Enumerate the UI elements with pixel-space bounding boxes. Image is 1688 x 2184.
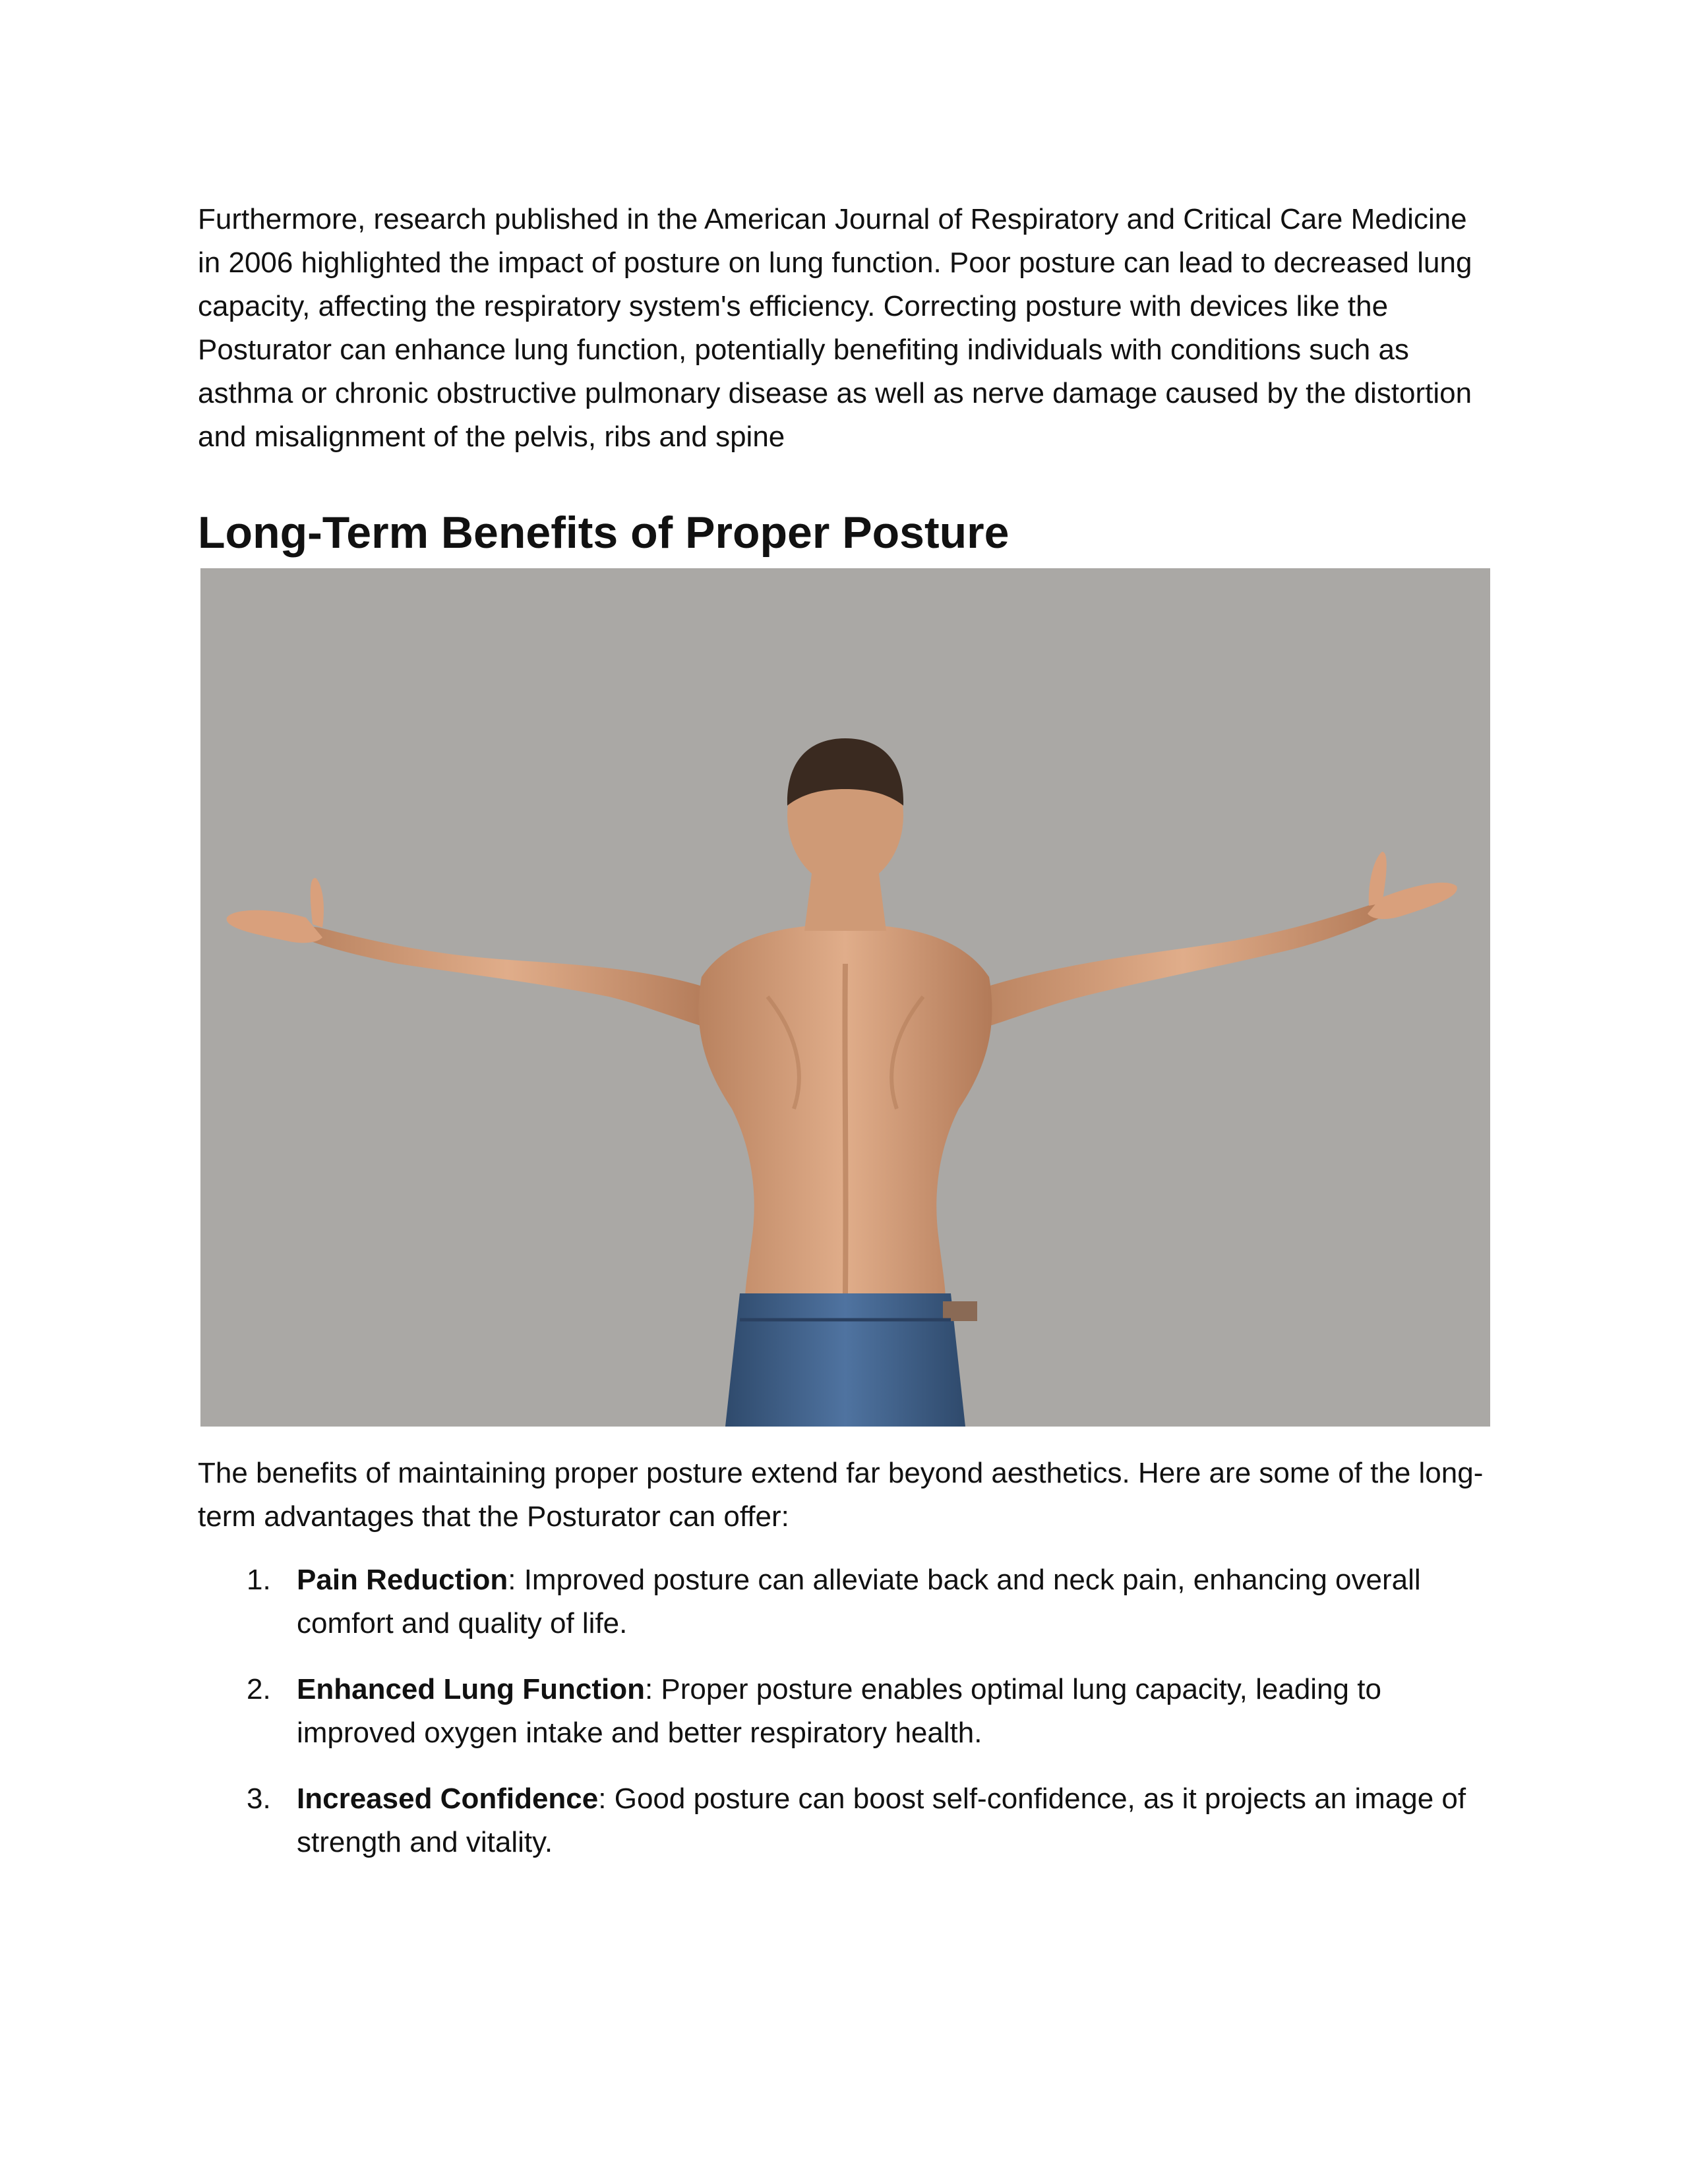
intro-paragraph: Furthermore, research published in the American Journal of Respiratory and Critical Care Medicine in 2006 highlighted the impact of posture on lung function. Poor posture can lead to decreased lung capacity, affecting the respiratory system's efficiency. Correcting posture with devices like the Posturator can enhance lung function, potentially benefiting individuals with conditions such as asthma or chronic obstructive pulmonary disease as well as nerve damage caused by the distortion and misalignment of the pelvis, ribs and spine xyxy=(198,203,1472,453)
benefits-intro: The benefits of maintaining proper posture extend far beyond aesthetics. Here are some of the long-term advantages that the Posturator can offer: xyxy=(198,1457,1484,1533)
list-item-text: : Proper posture enables optimal lung capacity, leading to improved oxygen intake and better respiratory health. xyxy=(297,1673,1381,1749)
list-item-term: Enhanced Lung Function xyxy=(297,1673,645,1705)
document-page xyxy=(198,198,1490,1887)
section-heading: Long-Term Benefits of Proper Posture xyxy=(198,508,1010,558)
list-item xyxy=(198,1558,1490,1645)
list-item-term: Pain Reduction xyxy=(297,1564,508,1596)
list-item-number: 1. xyxy=(247,1564,271,1596)
list-item xyxy=(198,1777,1490,1864)
list-item-text: : Good posture can boost self-confidence, as it projects an image of strength and vitality. xyxy=(297,1783,1466,1858)
list-item-number: 2. xyxy=(247,1673,271,1705)
list-item-text: : Improved posture can alleviate back and neck pain, enhancing overall comfort and quality of life. xyxy=(297,1564,1421,1639)
list-item-number: 3. xyxy=(247,1783,271,1815)
posture-photo xyxy=(200,568,1490,1427)
list-item xyxy=(198,1668,1490,1755)
list-item-term: Increased Confidence xyxy=(297,1783,599,1815)
man-arms-outstretched-illustration xyxy=(200,568,1490,1427)
benefits-list xyxy=(198,1558,1490,1864)
